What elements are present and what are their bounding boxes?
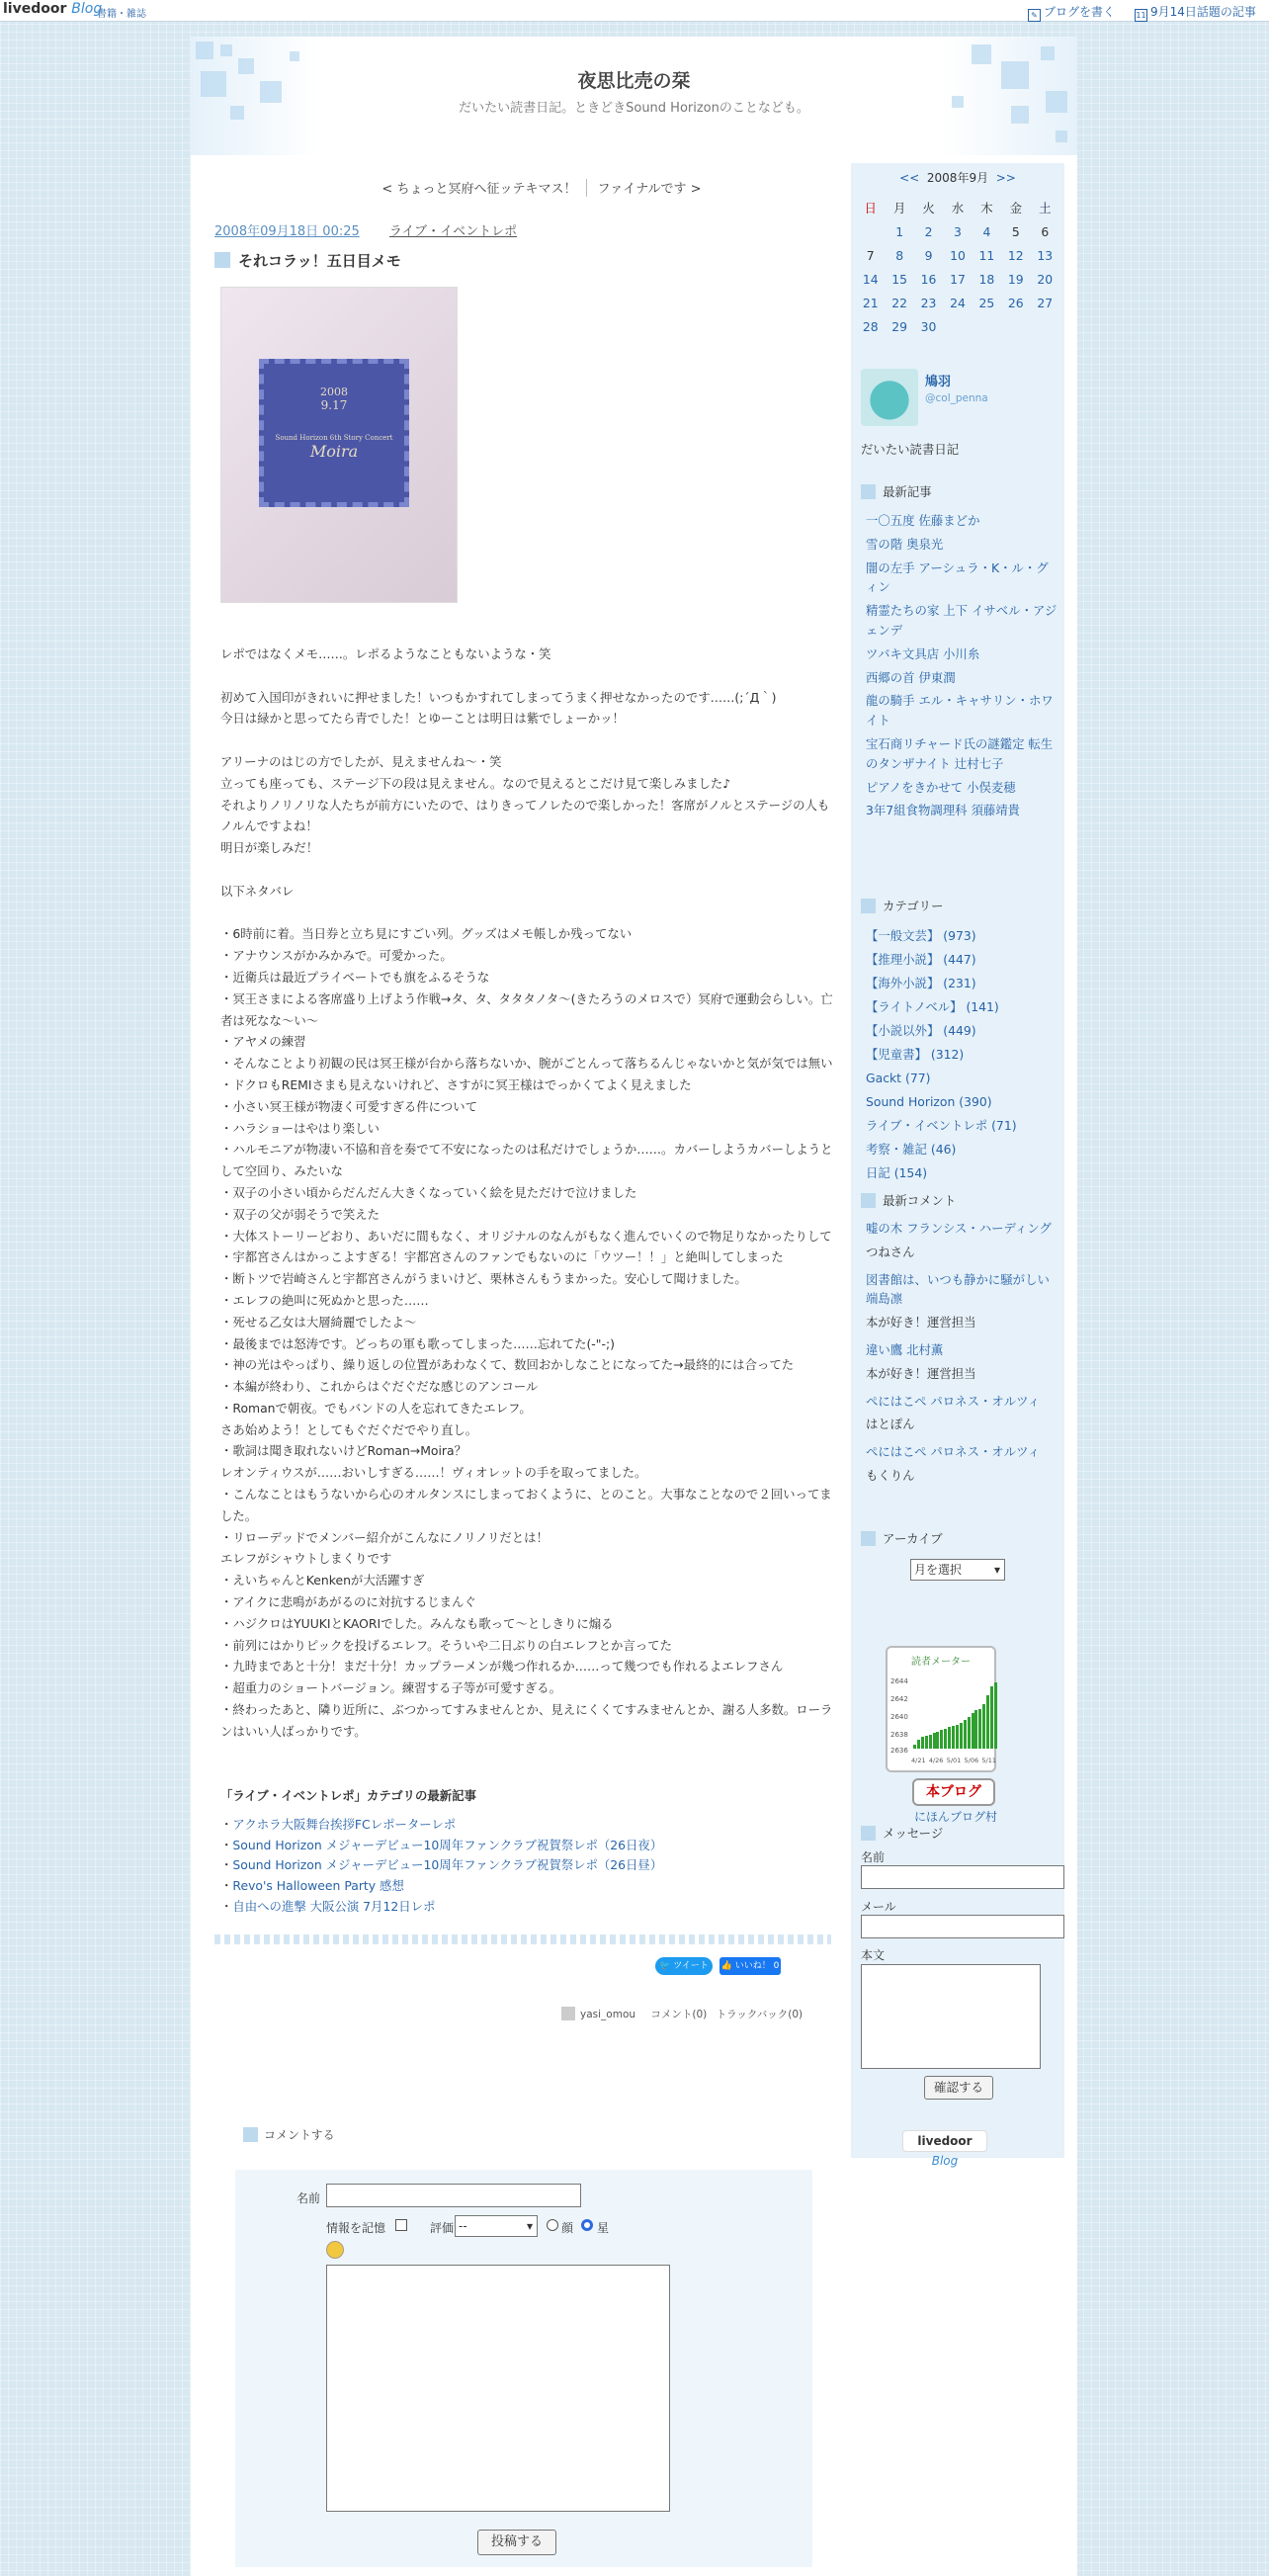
reading-meter-bar xyxy=(972,1713,974,1749)
reading-meter-bar xyxy=(968,1717,971,1749)
reading-meter-bar xyxy=(974,1710,977,1749)
calendar-day[interactable]: 16 xyxy=(920,271,937,287)
chevron-down-icon: ▾ xyxy=(526,2219,533,2233)
entry-title: それコラッ！五日目メモ xyxy=(214,250,401,271)
livedoor-blog-footer-logo[interactable]: livedoor Blog xyxy=(902,2130,987,2152)
calendar-day[interactable]: 13 xyxy=(1037,247,1054,263)
calendar-day[interactable]: 28 xyxy=(862,318,879,334)
profile-name[interactable]: 鳩羽 xyxy=(925,375,952,389)
recent-entry-link[interactable]: 宝石商リチャード氏の謎鑑定 転生のタンザナイト 辻村七子 xyxy=(866,735,1054,771)
star-radio[interactable] xyxy=(581,2219,593,2231)
calendar-day[interactable]: 20 xyxy=(1037,271,1054,287)
calendar-day[interactable]: 3 xyxy=(954,223,962,239)
face-label: 顔 xyxy=(561,2221,574,2235)
section-bullet-icon xyxy=(861,484,876,499)
recent-comment-link[interactable]: ぺにはこぺ パロネス・オルツィ xyxy=(866,1444,1041,1460)
body-paragraph: 以下ネタバレ xyxy=(220,883,295,899)
message-confirm-button[interactable]: 確認する xyxy=(924,2076,993,2100)
comment-submit-button[interactable]: 投稿する xyxy=(477,2530,556,2555)
author-name: yasi_omou xyxy=(580,2009,636,2020)
section-bullet-icon xyxy=(861,1193,876,1208)
tweet-button[interactable]: 🐦 ツイート xyxy=(655,1957,713,1975)
entry-category-link[interactable]: ライブ・イベントレポ xyxy=(388,224,518,239)
recent-entries-heading: 最新記事 xyxy=(861,482,932,500)
recent-entry-link[interactable]: 精霊たちの家 上下 イサベル・アジェンデ xyxy=(866,603,1058,638)
calendar-day[interactable]: 21 xyxy=(862,295,879,310)
reading-meter-bar xyxy=(921,1737,924,1749)
next-entry-link[interactable]: ファイナルです > xyxy=(597,182,702,197)
calendar-prev-link[interactable]: << xyxy=(899,171,920,185)
remember-label: 情報を記憶 xyxy=(326,2221,386,2235)
calendar-icon: 11 xyxy=(1136,11,1146,20)
calendar-day[interactable]: 23 xyxy=(920,295,937,310)
calendar-month: 2008年9月 xyxy=(926,171,989,185)
category-link[interactable]: Sound Horizon (390) xyxy=(866,1094,992,1109)
message-name-label: 名前 xyxy=(861,1850,886,1864)
calendar-day[interactable]: 8 xyxy=(895,247,904,263)
related-link[interactable]: 自由への進撃 大阪公演 7月12日レポ xyxy=(232,1898,436,1914)
message-mail-label: メール xyxy=(861,1900,896,1914)
category-link[interactable]: 【推理小説】 (447) xyxy=(866,952,976,967)
section-bullet-icon xyxy=(861,1826,876,1841)
reading-meter-bar xyxy=(925,1736,928,1750)
reading-meter-bar xyxy=(944,1729,947,1749)
recent-comments-list: 嘘の木 フランシス・ハーディング つねさん 図書館は、いつも静かに騒がしい 端島凛 本が好き！運営担当 違い鷹 北村薫 本が好き！運営担当 ぺにはこぺ パロネス・オルツィ はとぽん ぺにはこぺ パロネス・オルツィ もくりん xyxy=(866,1219,1058,1494)
comment-bullet-icon xyxy=(243,2127,258,2142)
comment-section-heading: コメントする xyxy=(243,2126,335,2143)
calendar-day[interactable]: 25 xyxy=(978,295,995,310)
comments-link[interactable]: コメント(0) xyxy=(650,2009,708,2020)
entry-title-bullet-icon xyxy=(214,252,230,268)
recent-entry-link[interactable]: 西郷の首 伊東潤 xyxy=(866,669,956,685)
recent-entry-link[interactable]: ピアノをきかせて 小俣麦穂 xyxy=(866,779,1016,795)
remember-checkbox[interactable] xyxy=(395,2219,407,2231)
entry-pager xyxy=(319,178,764,197)
reading-meter-bar xyxy=(948,1727,951,1749)
category-link[interactable]: 【小説以外】 (449) xyxy=(866,1023,976,1038)
top-bar xyxy=(0,0,1269,22)
twitter-icon: 🐦 xyxy=(659,1961,671,1971)
calendar-day[interactable]: 19 xyxy=(1007,271,1024,287)
message-body-textarea[interactable] xyxy=(861,1964,1041,2069)
body-paragraph: ・6時前に着。当日券と立ち見にすごい列。グッズはメモ帳しか残ってない ・アナウンスがかみかみで。可愛かった。 ・近衛兵は最近プライベートでも旗をふるそうな ・冥王さまによる客席盛り上げよう作戦→タ、タ、タタタノタ〜(きたろうのメロスで）冥府で運動会らしい。亡者は死なな〜い〜 ・アヤメの練習 ・そんなことより初観の民は冥王様が台から落ちないか、腕がごとんって落ちるんじゃないかと気が気では無い ・ドクロもREMIさまも見えないけれど、さすがに冥王様はでっかくてよく見えました ・小さい冥王様が物凄く可愛すぎる件について ・ハラショーはやはり楽しい ・ハルモニアが物凄い不協和音を奏でて不安になったのは私だけでしょうか……。カバーしようカバーしようとして空回り、みたいな ・双子の小さい頃からだんだん大きくなっていく絵を見ただけで泣けました ・双子の父が弱そうで笑えた ・大体ストーリーどおり、あいだに間もなく、オリジナルのなんがもなく進んでいくので物足りなかったりして ・宇都宮さんはかっこよすぎる！宇都宮さんのファンでもないのに「ウツー！！」と絶叫してしまった ・断トツで岩崎さんと宇都宮さんがうまいけど、栗林さんもうまかった。安心して聞けました。 ・エレフの絶叫に死ぬかと思った…… ・死せる乙女は大層綺麗でしたよ〜 ・最後までは怒涛です。どっちの軍も歌ってしまった……忘れてた(-"-;) ・神の光はやっぱり、繰り返しの位置があわなくて、数回おかしなことになってた→最終的には合ってた ・本編が終わり、これからはぐだぐだな感じのアンコール ・Romanで朝夜。でもバンドの人を忘れてきたエレフ。 さあ始めよう！としてもぐだぐだでやり直し。 ・歌詞は聞き取れないけどRoman→Moira？ レオンティウスが……おいしすぎる……！ヴィオレットの手を取ってました。 ・こんなことはもうないから心のオルタンスにしまっておくように、とのこと。大事なことなので２回いってました。 ・リローデッドでメンバー紹介がこんなにノリノリだとは！ エレフがシャウトしまくりです ・えいちゃんとKenkenが大活躍すぎ ・アイクに悲鳴があがるのに対抗するじまんぐ ・ハジクロはYUUKIとKAORIでした。みんなも歌って〜としきりに煽る ・前列にはかりピックを投げるエレフ。そういや二日ぶりの白エレフとか言ってた ・九時まであと十分！まだ十分！カップラーメンが幾つ作れるか……って幾つでも作れるよエレフさん ・超重力のショートバージョン。練習する子等が可愛すぎる。 ・終わったあと、隣り近所に、ぶつかってすみませんとか、見えにくくてすみませんとか、謝る人多数。ローランはいい人ばっかりです。 xyxy=(220,926,833,1739)
related-link[interactable]: Revo's Halloween Party 感想 xyxy=(232,1878,404,1894)
reading-meter-bar xyxy=(936,1732,939,1749)
reading-meter-bar xyxy=(913,1745,916,1750)
blog-header xyxy=(191,37,1077,155)
recent-comment-link[interactable]: ぺにはこぺ パロネス・オルツィ xyxy=(866,1393,1041,1409)
recent-entry-link[interactable]: 雪の階 奥泉光 xyxy=(866,536,944,552)
reading-meter-bar xyxy=(994,1682,997,1750)
related-heading: 「ライブ・イベントレポ」カテゴリの最新記事 xyxy=(220,1788,476,1803)
reading-meter-title: 読者メーター xyxy=(911,1657,971,1668)
pencil-icon: ✎ xyxy=(1028,9,1041,22)
sidebar xyxy=(851,163,1064,2168)
calendar-day[interactable]: 4 xyxy=(982,223,991,239)
divider xyxy=(214,1934,831,1944)
profile-handle[interactable]: @col_penna xyxy=(925,392,988,404)
calendar-day[interactable]: 11 xyxy=(978,247,995,263)
calendar-day[interactable]: 1 xyxy=(895,223,904,239)
reading-meter-bar xyxy=(929,1735,932,1749)
comment-form xyxy=(235,2170,812,2567)
category-link[interactable]: 考察・雑記 (46) xyxy=(866,1142,957,1157)
archive-heading: アーカイブ xyxy=(861,1529,943,1547)
recent-comments-heading: 最新コメント xyxy=(861,1191,956,1209)
recent-comment-link[interactable]: 違い鷹 北村薫 xyxy=(866,1341,944,1357)
reading-meter-widget[interactable]: 読者メーター 2644 2642 2640 2638 2636 4/21 4/26 5/01 5/06 5/11 xyxy=(886,1646,996,1772)
calendar-day[interactable]: 30 xyxy=(920,318,937,334)
entry-photo[interactable] xyxy=(220,287,458,603)
reading-meter-bar xyxy=(917,1740,920,1749)
prev-entry-link[interactable]: < ちょっと冥府へ征ッテキマス！ xyxy=(381,182,577,197)
ticket-card: 2008 9.17 Sound Horizon 6th Story Concert Moira xyxy=(259,359,409,507)
recent-entry-link[interactable]: 闇の左手 アーシュラ・K・ル・グィン xyxy=(866,559,1049,595)
recent-entry-link[interactable]: 一〇五度 佐藤まどか xyxy=(866,513,980,528)
author-avatar xyxy=(561,2007,575,2020)
calendar-day[interactable]: 29 xyxy=(891,318,908,334)
recent-entry-link[interactable]: 龍の騎手 エル・キャサリン・ホワイト xyxy=(866,693,1054,729)
comment-name-input[interactable] xyxy=(326,2184,581,2207)
message-mail-input[interactable] xyxy=(861,1915,1064,1938)
reading-meter-bar xyxy=(986,1695,989,1749)
category-link[interactable]: 【一般文芸】 (973) xyxy=(866,928,976,943)
trackback-link[interactable]: トラックバック(0) xyxy=(716,2009,804,2020)
nihon-blog-banner[interactable]: 本ブログ xyxy=(912,1778,995,1806)
emoji-icon[interactable] xyxy=(326,2241,344,2259)
recent-entry-link[interactable]: 3年7組食物調理科 須藤靖貴 xyxy=(866,803,1021,818)
archive-select[interactable]: 月を選択 ▾ xyxy=(910,1559,1005,1581)
calendar-day[interactable]: 22 xyxy=(891,295,908,310)
reading-meter-bar xyxy=(960,1723,963,1749)
reading-meter-bar xyxy=(952,1726,955,1749)
calendar-day[interactable]: 17 xyxy=(950,271,966,287)
related-link[interactable]: Sound Horizon メジャーデビュー10周年ファンクラブ祝賀祭レポ（26日昼） xyxy=(232,1857,663,1873)
profile-avatar[interactable] xyxy=(861,369,918,426)
genre-link[interactable]: 書籍・雑誌 xyxy=(97,9,146,20)
site-title[interactable]: 夜思比売の栞 xyxy=(577,70,691,92)
related-link[interactable]: Sound Horizon メジャーデビュー10周年ファンクラブ祝賀祭レポ（26日夜） xyxy=(232,1837,663,1852)
entry-body xyxy=(220,644,833,1743)
calendar-day[interactable]: 14 xyxy=(862,271,879,287)
nihon-blog-link[interactable]: にほんブログ村 xyxy=(914,1810,998,1824)
category-link[interactable]: 【海外小説】 (231) xyxy=(866,976,976,990)
reading-meter-bar xyxy=(956,1725,959,1749)
calendar-day[interactable]: 10 xyxy=(950,247,966,263)
calendar-day[interactable]: 18 xyxy=(978,271,995,287)
reading-meter-bar xyxy=(990,1686,993,1749)
reading-meter-bar xyxy=(978,1709,981,1750)
calendar-day[interactable]: 9 xyxy=(924,247,933,263)
related-entries: 「ライブ・イベントレポ」カテゴリの最新記事 ・アクホラ大阪舞台挨拶FCレポーターレポ ・Sound Horizon メジャーデビュー10周年ファンクラブ祝賀祭レポ（26日夜） ・Sound Horizon メジャーデビュー10周年ファンクラブ祝賀祭レポ（26日昼） ・Revo's Halloween Party 感想 ・自由への進撃 大阪公演 7月12日レポ xyxy=(220,1786,833,1918)
categories-list xyxy=(866,926,1058,1187)
comment-name-label: 名前 xyxy=(296,2191,321,2205)
chevron-down-icon: ▾ xyxy=(993,1563,1000,1577)
body-paragraph: アリーナのはじの方でしたが、見えませんね〜・笑 立っても座っても、ステージ下の段は見えません。なので見えるとこだけ見て楽しみました♪ それよりノリノリな人たちが前方にいたので、はりきってノレたので楽しかった！客席がノルとステージの人もノルんですよね！ 明日が楽しみだ！ xyxy=(220,753,830,856)
section-bullet-icon xyxy=(861,1531,876,1546)
recent-entry-link[interactable]: ツバキ文具店 小川糸 xyxy=(866,645,980,661)
categories-heading: カテゴリー xyxy=(861,897,943,914)
category-link[interactable]: ライブ・イベントレポ (71) xyxy=(866,1118,1017,1133)
message-heading: メッセージ xyxy=(861,1824,943,1842)
like-button[interactable]: 👍 いいね！ 0 xyxy=(719,1957,781,1975)
entry-meta xyxy=(214,220,517,239)
thumbs-up-icon: 👍 xyxy=(720,1961,732,1971)
body-paragraph: レポではなくメモ……。レポるようなこともないような・笑 xyxy=(220,646,551,661)
recent-comment-link[interactable]: 図書館は、いつも静かに騒がしい 端島凛 xyxy=(866,1271,1050,1307)
calendar-day[interactable]: 15 xyxy=(891,271,908,287)
calendar-next-link[interactable]: >> xyxy=(995,171,1016,185)
calendar-day[interactable]: 26 xyxy=(1007,295,1024,310)
write-blog-link[interactable]: ✎ ブログを書く xyxy=(1028,3,1115,22)
face-radio[interactable] xyxy=(547,2219,558,2231)
message-body-label: 本文 xyxy=(861,1948,886,1962)
calendar-day[interactable]: 2 xyxy=(924,223,933,239)
category-link[interactable]: 【ライトノベル】 (141) xyxy=(866,999,999,1014)
star-label: 星 xyxy=(597,2221,610,2235)
calendar: << 2008年9月 >> 日 月 火 水 木 金 土 1 2 3 4 5 6 7 8 9 10 11 12 13 14 15 16 17 18 19 20 21 22 23 24 25 26 27 28 29 30 xyxy=(862,171,1054,334)
rating-select[interactable]: -- ▾ xyxy=(455,2215,538,2237)
recent-comment-link[interactable]: 嘘の木 フランシス・ハーディング xyxy=(866,1221,1052,1236)
comment-textarea[interactable] xyxy=(326,2265,670,2512)
reading-meter-bar xyxy=(933,1733,936,1749)
calendar-day[interactable]: 12 xyxy=(1007,247,1024,263)
category-link[interactable]: Gackt (77) xyxy=(866,1071,931,1085)
reading-meter-bar xyxy=(940,1730,943,1749)
reading-meter-bar xyxy=(982,1704,985,1749)
page-container xyxy=(191,37,1077,2576)
livedoor-logo[interactable]: livedoor Blog xyxy=(3,1,103,17)
category-link[interactable]: 【児童書】 (312) xyxy=(866,1047,965,1062)
rating-label: 評価 xyxy=(430,2221,455,2235)
profile-desc: だいたい読書日記 xyxy=(861,442,960,457)
site-description: だいたい読書日記。ときどきSound Horizonのことなども。 xyxy=(459,101,809,116)
recent-entries-list xyxy=(866,511,1058,824)
entry-footer xyxy=(561,2007,803,2021)
category-link[interactable]: 日記 (154) xyxy=(866,1165,928,1180)
message-name-input[interactable] xyxy=(861,1865,1064,1889)
topic-link[interactable]: 11 9月14日話題の記事 xyxy=(1136,5,1256,20)
body-paragraph: 初めて入国印がきれいに押せました！いつもかすれてしまってうまく押せなかったのです……(;´Д｀) 今日は緑かと思ってたら青でした！とゆーことは明日は紫でしょーかッ！ xyxy=(220,689,777,727)
section-bullet-icon xyxy=(861,899,876,913)
reading-meter-bar xyxy=(964,1720,967,1749)
entry-date[interactable]: 2008年09月18日 00:25 xyxy=(214,224,360,239)
calendar-day[interactable]: 27 xyxy=(1037,295,1054,310)
related-link[interactable]: アクホラ大阪舞台挨拶FCレポーターレポ xyxy=(232,1816,457,1832)
calendar-day[interactable]: 24 xyxy=(950,295,966,310)
